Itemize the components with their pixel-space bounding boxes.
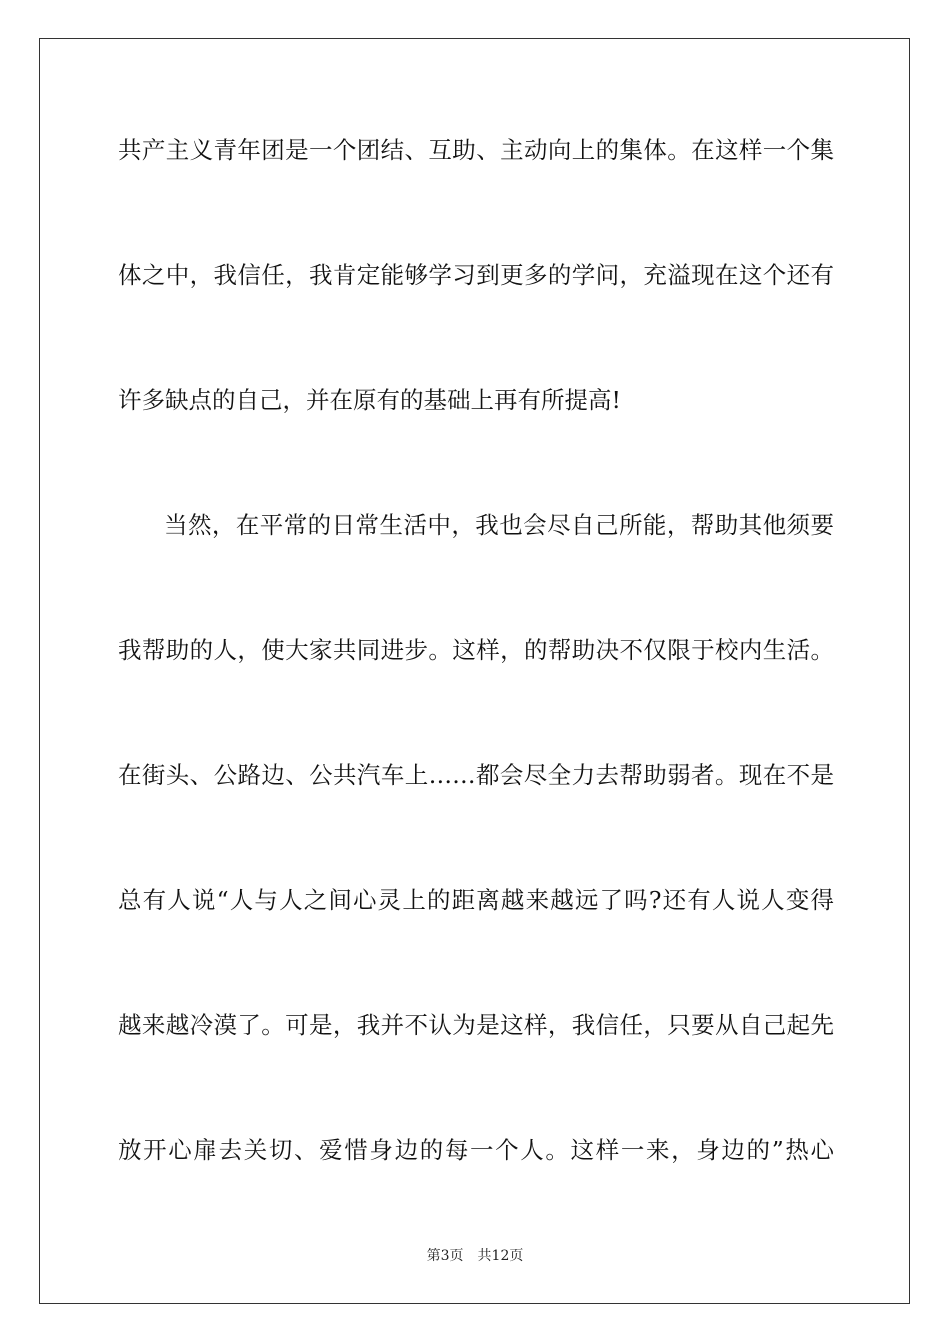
paragraph-line-2: 体之中，我信任，我肯定能够学习到更多的学问，充溢现在这个还有 bbox=[118, 261, 834, 289]
paragraph-line-5: 我帮助的人，使大家共同进步。这样，的帮助决不仅限于校内生活。 bbox=[118, 636, 834, 664]
paragraph-line-6: 在街头、公路边、公共汽车上……都会尽全力去帮助弱者。现在不是 bbox=[118, 761, 834, 789]
page-border bbox=[39, 38, 910, 1304]
paragraph-line-1: 共产主义青年团是一个团结、互助、主动向上的集体。在这样一个集 bbox=[118, 136, 834, 164]
page-footer: 第3页 共12页 bbox=[426, 1248, 524, 1264]
paragraph-line-3: 许多缺点的自己，并在原有的基础上再有所提高! bbox=[118, 386, 621, 414]
paragraph-line-4: 当然，在平常的日常生活中，我也会尽自己所能，帮助其他须要 bbox=[164, 511, 834, 539]
paragraph-line-8: 越来越冷漠了。可是，我并不认为是这样，我信任，只要从自己起先 bbox=[118, 1011, 834, 1039]
paragraph-line-9: 放开心扉去关切、爱惜身边的每一个人。这样一来，身边的”热心 bbox=[118, 1136, 834, 1164]
paragraph-line-7: 总有人说“人与人之间心灵上的距离越来越远了吗?还有人说人变得 bbox=[118, 886, 834, 914]
